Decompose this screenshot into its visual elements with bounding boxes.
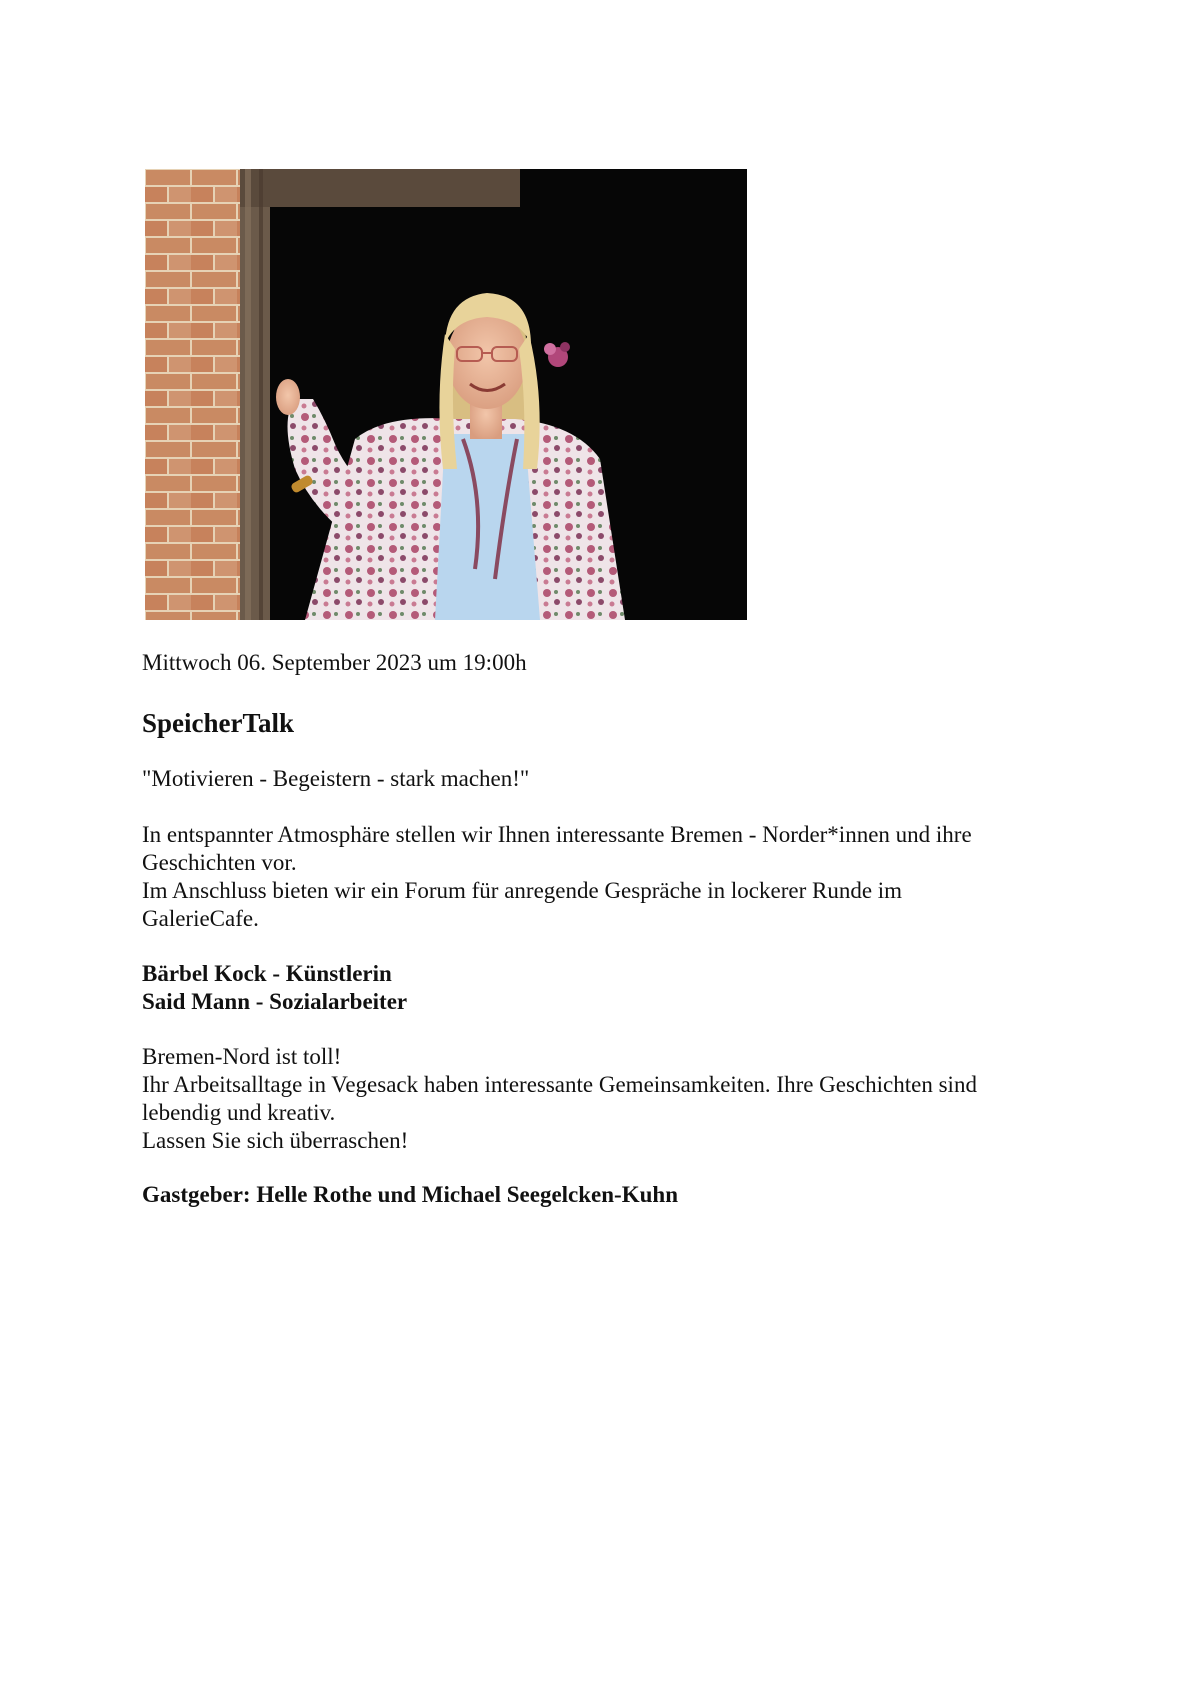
description-line: Bremen-Nord ist toll!: [142, 1044, 342, 1069]
guest-name: Bärbel Kock - Künstlerin: [142, 961, 392, 986]
intro-line: Im Anschluss bieten wir ein Forum für anregende Gespräche in lockerer Runde im: [142, 878, 903, 903]
intro-line: Geschichten vor.: [142, 850, 297, 875]
intro-paragraph: [142, 821, 1042, 933]
portrait-photo-graphic: [145, 169, 747, 620]
portrait-photo: [145, 169, 747, 620]
intro-line: GalerieCafe.: [142, 906, 259, 931]
hosts-line: Gastgeber: Helle Rothe und Michael Seegelcken-Kuhn: [142, 1182, 678, 1207]
event-title: SpeicherTalk: [142, 708, 295, 738]
guest-list: [142, 960, 1042, 1016]
description-line: lebendig und kreativ.: [142, 1100, 336, 1125]
description-paragraph: [142, 1043, 1042, 1155]
intro-line: In entspannter Atmosphäre stellen wir Ihnen interessante Bremen - Norder*innen und ihre: [142, 822, 972, 847]
event-date: Mittwoch 06. September 2023 um 19:00h: [142, 650, 527, 675]
guest-name: Said Mann - Sozialarbeiter: [142, 989, 408, 1014]
description-line: Lassen Sie sich überraschen!: [142, 1128, 409, 1153]
event-motto: "Motivieren - Begeistern - stark machen!": [142, 766, 530, 791]
description-line: Ihr Arbeitsalltage in Vegesack haben interessante Gemeinsamkeiten. Ihre Geschichten sind: [142, 1072, 977, 1097]
